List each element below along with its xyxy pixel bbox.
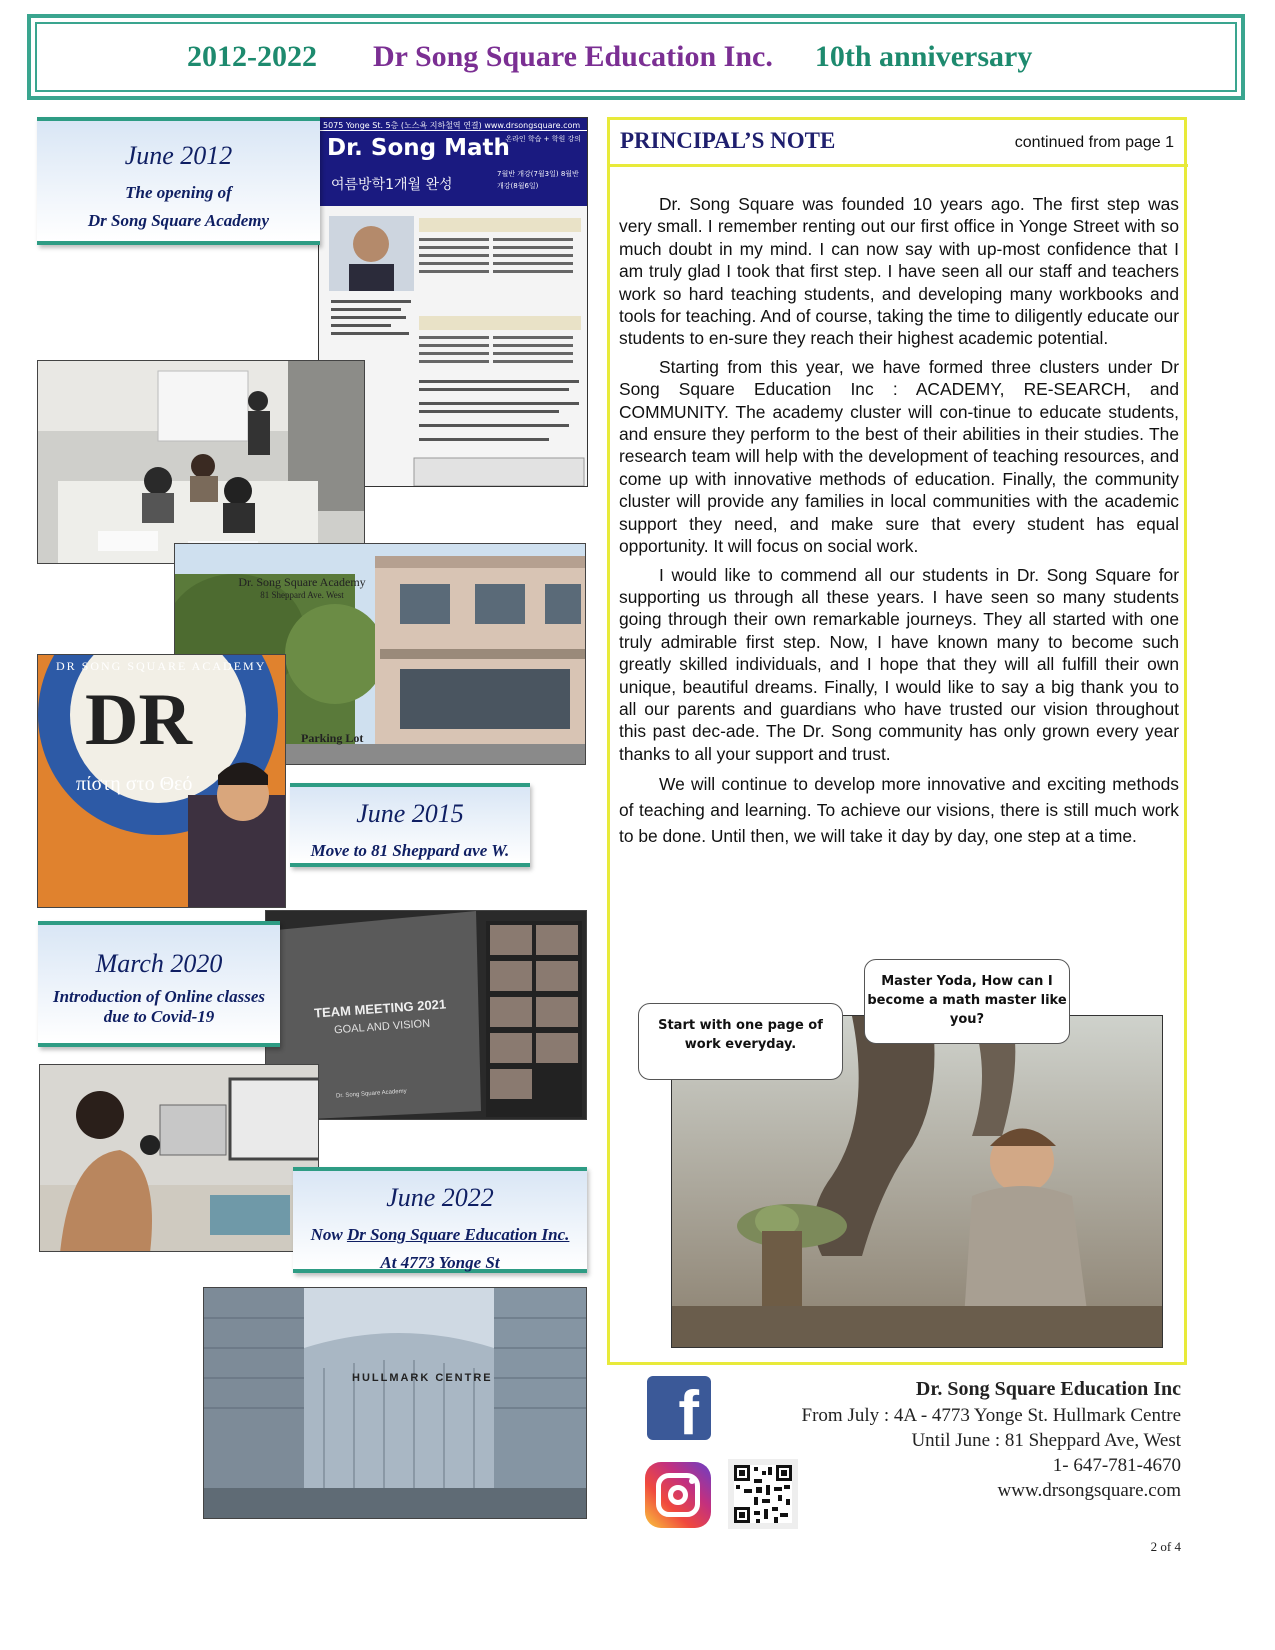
timeline-text: due to Covid-19	[103, 1007, 215, 1026]
parking-lot-label: Parking Lot	[301, 731, 364, 745]
continued-label: continued from page 1	[1014, 134, 1174, 151]
timeline-text: Introduction of Online classes	[52, 987, 266, 1006]
timeline-caption-2020	[38, 921, 280, 1047]
classroom-photo	[37, 360, 365, 564]
logo-motto: πίστη στο Θεό	[76, 773, 193, 795]
timeline-text: Dr Song Square Academy	[87, 211, 270, 230]
header-banner	[27, 14, 1245, 100]
timeline-text: Now	[310, 1225, 347, 1244]
contact-from-address: From July : 4A - 4773 Yonge St. Hullmark Centre	[801, 1405, 1181, 1426]
meeting-subtitle: GOAL AND VISION	[333, 1017, 431, 1037]
building-sign-title: Dr. Song Square Academy	[238, 575, 366, 589]
instagram-icon[interactable]	[645, 1462, 711, 1528]
dr-monogram: DR	[85, 679, 192, 761]
online-teaching-photo	[39, 1064, 319, 1252]
contact-website[interactable]: www.drsongsquare.com	[997, 1480, 1181, 1501]
timeline-date: March 2020	[95, 949, 223, 978]
logo-ring-text: DR SONG SQUARE ACADEMY	[56, 659, 267, 673]
principal-logo-photo	[37, 654, 286, 908]
meeting-title: TEAM MEETING 2021	[313, 996, 447, 1021]
note-paragraph: Starting from this year, we have formed three clusters under Dr Song Square Education Inc : ACADEMY, RE-SEARCH, and COMMUNITY. The academy cluster will con-tinue to educate students, and ensure they perform to the best of their abilities in their studies. The research team will help with the development of teaching resources, and come up with innovative methods of education. Finally, the community cluster will provide any families in local communities with the academic support they need, and make sure that every student has equal opportunity. It will focus on social work.	[619, 356, 1179, 557]
speech-bubble-yoda: Start with one page of work everyday.	[638, 1003, 843, 1080]
poster-top-right: 온라인 학습 + 학원 강의	[505, 135, 581, 143]
facebook-icon[interactable]: f	[647, 1376, 711, 1440]
timeline-text: The opening of	[125, 183, 232, 202]
heading-rule	[610, 164, 1188, 167]
note-paragraph: I would like to commend all our students in Dr. Song Square for supporting us through all these years. I have seen so many students going through their own remarkable journeys. They all started with one truly admirable first step. Now, I have known many to become such greatly skilled individuals, and I hope that they will all fulfill their own unique, beautiful dreams. Finally, I would like to say a big thank you to all our parents and guardians who have trusted our vision throughout this past dec-ade. The Dr. Song community has only grown every year thanks to all your support and trust.	[619, 564, 1179, 764]
principals-note-heading: PRINCIPAL’S NOTE	[620, 128, 836, 153]
qr-code[interactable]	[728, 1459, 798, 1529]
page-number: 2 of 4	[1150, 1539, 1181, 1554]
poster-dates: 7월반 개강(7월3일) 8월반 개강(8월6일)	[497, 170, 579, 190]
speech-bubble-luke: Master Yoda, How can I become a math master like you?	[864, 959, 1070, 1044]
note-paragraph: We will continue to develop more innovative and exciting methods of teaching and learning. To achieve our visions, there is still much work to be done. Until then, we will take it day by day, one step at a time.	[619, 774, 1179, 847]
timeline-caption-2022	[293, 1167, 587, 1273]
timeline-caption-2012	[37, 117, 320, 245]
timeline-text: At 4773 Yonge St	[380, 1253, 500, 1272]
building-sign-address: 81 Sheppard Ave. West	[260, 590, 344, 600]
timeline-date: June 2022	[386, 1183, 494, 1212]
principals-note-body	[619, 193, 1179, 855]
timeline-text: Move to 81 Sheppard ave W.	[310, 841, 510, 860]
contact-phone: 1- 647-781-4670	[1052, 1455, 1181, 1476]
timeline-date: June 2012	[124, 141, 233, 170]
timeline-date: June 2015	[356, 799, 464, 828]
company-link: Dr Song Square Education Inc.	[346, 1225, 570, 1244]
header-years: 2012-2022	[187, 40, 317, 73]
header-company-name: Dr Song Square Education Inc.	[373, 40, 773, 73]
poster-title: Dr. Song Math	[319, 130, 587, 168]
meeting-footer: Dr. Song Square Academy	[335, 1088, 407, 1100]
header-anniversary: 10th anniversary	[814, 40, 1033, 73]
contact-until-address: Until June : 81 Sheppard Ave, West	[911, 1430, 1181, 1451]
hullmark-centre-photo	[203, 1287, 587, 1519]
poster-subtitle: 여름방학1개월 완성	[319, 168, 587, 206]
contact-info	[802, 1376, 1181, 1503]
timeline-caption-2015	[290, 783, 530, 867]
hullmark-sign: HULLMARK CENTRE	[352, 1372, 493, 1384]
poster-address: 5075 Yonge St. 5층 (노스욕 지하철역 연결) www.drsongsquare.com	[319, 118, 587, 130]
note-paragraph: Dr. Song Square was founded 10 years ago. The first step was very small. I remember renting out our first office in Yonge Street with so much doubt in my mind. I can now say with up-most confidence that I am truly glad I took that first step. I have seen all our staff and teachers work so hard teaching students, and developing many workbooks and tools for teaching. And of course, taking the time to diligently educate our students to en-sure they reach their highest academic potential.	[619, 194, 1179, 349]
contact-company-name: Dr. Song Square Education Inc	[915, 1378, 1181, 1400]
